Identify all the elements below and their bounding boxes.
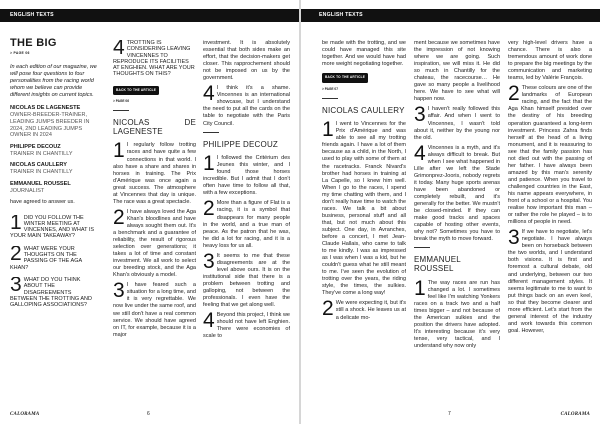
speaker-name: EMMANUEL ROUSSEL — [414, 255, 461, 273]
footer-logo — [10, 411, 39, 417]
back-to-article-button[interactable]: BACK TO THE ARTICLE — [322, 73, 368, 82]
answers-column-2 — [203, 40, 290, 343]
footer-logo — [561, 411, 590, 417]
answer-paragraph — [113, 142, 196, 205]
divider — [203, 132, 219, 136]
answer-text: I have always loved the Aga Khan's bloodlines and have always sought them out. It's a benchmark and a guarantee of reliability, the result of rigorous selection over generations; it takes a lot of time and constant investment. We all work to select our breeding stock, and the Aga Khan's obviously a model. — [113, 208, 196, 279]
answer-number: 1 — [322, 121, 334, 142]
answer-number: 1 — [414, 279, 426, 300]
answers-column-3 — [322, 40, 406, 325]
answer-paragraph — [203, 85, 290, 127]
person-role: TRAINER IN CHANTILLY — [10, 150, 73, 157]
answer-number: 4 — [203, 85, 215, 106]
answers-column-1 — [113, 40, 196, 342]
answer-continuation: very high-level drivers have a chance. There is also a tremendous amount of work done to prepare the big meetings by the communication and marketing teams, led by Valérie François. — [508, 40, 592, 82]
page-reference: > PAGE 06 — [10, 51, 30, 56]
divider — [113, 110, 129, 114]
answer-number: 3 — [113, 282, 125, 303]
answer-continuation: ment because we sometimes have the impression of not knowing where we are going. Such inspiration, we will miss it. He did so much in Chantilly for the chateau, the racecourse… He gave so many people a livelihood here. We have to see what will happen now. — [414, 40, 500, 103]
answer-paragraph — [414, 280, 500, 350]
answer-text: If we have to negotiate, let's negotiate. I have always been on horseback between the two worlds, and I understand both visions. It is first and foremost a cultural debate, old and underlying, between our two different management styles. It seems legitimate to me to want to put things back on an even keel, so that they become clearer and more efficient. Let's start from the general interest of the industry and work towards this common goal. However, — [508, 229, 592, 334]
answers-column-5 — [508, 40, 592, 338]
question-item — [10, 246, 100, 271]
person-role: OWNER-BREEDER-TRAINER, LEADING JUMPS BREEDER IN 2024, 2ND LEADING JUMPS OWNER IN 2024 — [10, 112, 90, 139]
question-number: 4 — [113, 40, 125, 59]
speaker-name: NICOLAS CAULLERY — [322, 105, 405, 115]
answer-paragraph — [203, 253, 290, 309]
person-name: PHILIPPE DECOUZ — [10, 143, 61, 150]
answer-text: We were expecting it, but it's still a shock. He leaves us at a delicate mo- — [335, 300, 406, 321]
back-to-article-button[interactable]: BACK TO THE ARTICLE — [113, 86, 159, 95]
right-page — [301, 0, 600, 424]
answer-paragraph — [203, 200, 290, 249]
answer-text: Vincennes is a myth, and it's always difficult to break. But when I see what happened in Lille after we left the Stade Grimonprez-Jooris, nobody regrets it today. Many huge sports arenas have been abandoned or completely rebuilt, and it's generally for the better. We mustn't be closed-minded. If they can make good tracks and spaces capable of hosting other events, why not? Sometimes you have to break the myth to move forward. — [414, 144, 500, 243]
speaker-name: NICOLAS DE LAGENESTE — [113, 118, 196, 136]
answer-paragraph — [203, 155, 290, 197]
answer-text: I have feared such a situation for a long time, and it is very regrettable. We now live under the same roof, and we still don't have a real common service. We should have agreed on IT, for example, because it is a major — [113, 282, 196, 338]
page-reference: > PAGE 07 — [322, 86, 338, 91]
person-entry — [10, 144, 100, 158]
answer-number: 2 — [113, 208, 125, 229]
answer-number: 2 — [508, 85, 520, 106]
person-entry — [10, 105, 100, 138]
question-number: 3 — [10, 276, 22, 296]
person-role: JOURNALIST — [10, 187, 45, 194]
answer-paragraph — [414, 106, 500, 141]
answer-text: I went to Vincennes for the Prix d'Amérique and was able to see all my trotting friends again. I have a lot of them because as a child, in the North, I used to play with some of them at the racetracks. Franck Nivard's brother had horses in training at La Capelle, so I knew him well. When I go to the races, I spend my time chatting with them, and I don't really have time to watch the races. We talk a bit about business, personal stuff and all that, but not much about this subject. One day, in Avranches, before a concert, I met Jean-Claude Hallais, who came to talk to me kindly. I was as impressed as I was when I was a kid, but he couldn't guess what he still meant to me. I've seen the evolution of trotting over the years, the riding style, the times, the sulkies. They've come a long way! — [322, 121, 406, 297]
answer-continuation: investment. It is absolutely essential that both sides make an effort, that the decision-makers get closer. This rapprochement should not be imposed on us by the government. — [203, 40, 290, 82]
answer-number: 3 — [508, 229, 520, 250]
answer-paragraph — [203, 312, 290, 340]
person-name: EMMANUEL ROUSSEL — [10, 180, 71, 187]
intro-column — [10, 37, 100, 314]
answer-paragraph — [414, 145, 500, 244]
answer-number: 4 — [414, 144, 426, 165]
people-note: have agreed to answer us. — [10, 199, 75, 206]
page-reference: > PAGE 06 — [113, 99, 129, 104]
answer-number: 1 — [113, 142, 125, 163]
person-name: NICOLAS DE LAGENESTE — [10, 105, 81, 112]
answer-number: 2 — [322, 300, 334, 321]
question-text: TROTTING IS CONSIDERING LEAVING VINCENNES TO REPRODUCE ITS FACILITIES AT ENGHIEN. WHAT ARE YOUR THOUGHTS ON THIS? — [113, 40, 195, 78]
answer-text: I haven't really followed this affair. And when I went to Vincennes, I wasn't told about it, neither by the young nor the old. — [414, 106, 500, 141]
left-page — [0, 0, 299, 424]
divider — [414, 247, 430, 251]
question-number: 1 — [10, 214, 22, 234]
divider — [322, 98, 338, 102]
section-header: ENGLISH TEXTS — [0, 9, 299, 22]
answer-paragraph — [113, 282, 196, 338]
speaker-name: PHILIPPE DECOUZ — [203, 139, 279, 149]
answer-text: The way races are run has changed a lot. I sometimes feel like I'm watching Yonkers races on a track two and a half times bigger – and not because of the American sulkies and the position the drivers have adopted. It's interesting because it's very tense, very tactical, and I understand why now only — [414, 279, 500, 349]
section-header: ENGLISH TEXTS — [301, 9, 600, 22]
magazine-logo: CALORAMA — [560, 412, 590, 417]
person-role: TRAINER IN CHANTILLY — [10, 169, 73, 176]
answer-text: More than a figure of Flat is a racing, it is a symbol that disappears for many people in the world, and a true man of peace. As the patron that he was, he did a lot for racing, and it is a heavy loss for us all. — [203, 200, 290, 249]
answer-text: Beyond this project, I think we should not have left Enghien. There were economies of scale to — [203, 312, 290, 340]
person-name: NICOLAS CAULLERY — [10, 162, 67, 169]
person-entry — [10, 181, 100, 195]
answer-paragraph — [508, 85, 592, 226]
answer-text: I regularly follow trotting races and have quite a few connections in that world. I also have a share and shares in horses in training. The Prix d'Amérique was once again a great success. The atmosphere at Vincennes that day is unique. The race was a great spectacle. — [113, 142, 196, 205]
answer-text: I followed the Critérium des Jeunes this winter, and I found those horses incredible. But I admit that I don't often have time to follow all that, with a few exceptions. — [203, 155, 290, 197]
question-item — [113, 40, 196, 78]
answer-text: These colours are one of the landmarks of European racing, and the fact that the Aga Khan himself presided over the destiny of his breeding operation guaranteed a long-term investment. Princess Zahra finds herself at the head of a living monument, and it is reassuring to see that the family passion has not died out with the passing of her father. I have always been amazed by this man's serenity and patience. When you travel to challenged countries in the East, his name appears everywhere, in front of a school or a hospital. You realise how important this man – or rather the role he played – is to millions of people in need. — [508, 85, 592, 226]
answer-text: I think it's a shame. Vincennes is an international showcase, but I understand the need to put all the cards on the table to negotiate with the Paris City Council. — [203, 85, 290, 127]
question-item — [10, 277, 100, 308]
answer-text: It seems to me that these disagreements are at the level above ours. It is on the institutional side that there is a problem between trotting and galloping, not between the professionals. I even have the feeling that we get along well. — [203, 252, 290, 309]
question-text: WHAT WERE YOUR THOUGHTS ON THE PASSING OF THE AGA KHAN? — [10, 245, 82, 271]
answers-column-4 — [414, 40, 500, 353]
answer-number: 4 — [203, 312, 215, 333]
answer-number: 1 — [203, 155, 215, 176]
answer-number: 3 — [414, 106, 426, 127]
page-number: 7 — [448, 411, 451, 417]
question-number: 2 — [10, 245, 22, 265]
question-item — [10, 215, 100, 240]
page-title: THE BIG — [10, 37, 57, 49]
answer-number: 3 — [203, 252, 215, 273]
question-text: DID YOU FOLLOW THE WINTER MEETING AT VINCENNES, AND WHAT IS YOUR MAIN TAKEAWAY? — [10, 214, 95, 240]
answer-paragraph — [113, 209, 196, 279]
person-entry — [10, 162, 100, 176]
question-text: WHAT DO YOU THINK ABOUT THE DISAGREEMENTS BETWEEN THE TROTTING AND GALLOPING ASSOCIATIONS? — [10, 276, 92, 309]
answer-paragraph — [322, 121, 406, 297]
intro-text: In each edition of our magazine, we will pose four questions to four personalities from the racing world whom we believe can provide different insights on current topics. — [10, 64, 97, 99]
answer-number: 2 — [203, 200, 215, 221]
magazine-logo: CALORAMA — [10, 412, 40, 417]
answer-continuation: be made with the trotting, and we could have managed this site together. And we would have had more weight negotiating together. — [322, 40, 406, 68]
page-number: 6 — [147, 411, 150, 417]
answer-paragraph — [508, 229, 592, 335]
answer-paragraph — [322, 300, 406, 321]
